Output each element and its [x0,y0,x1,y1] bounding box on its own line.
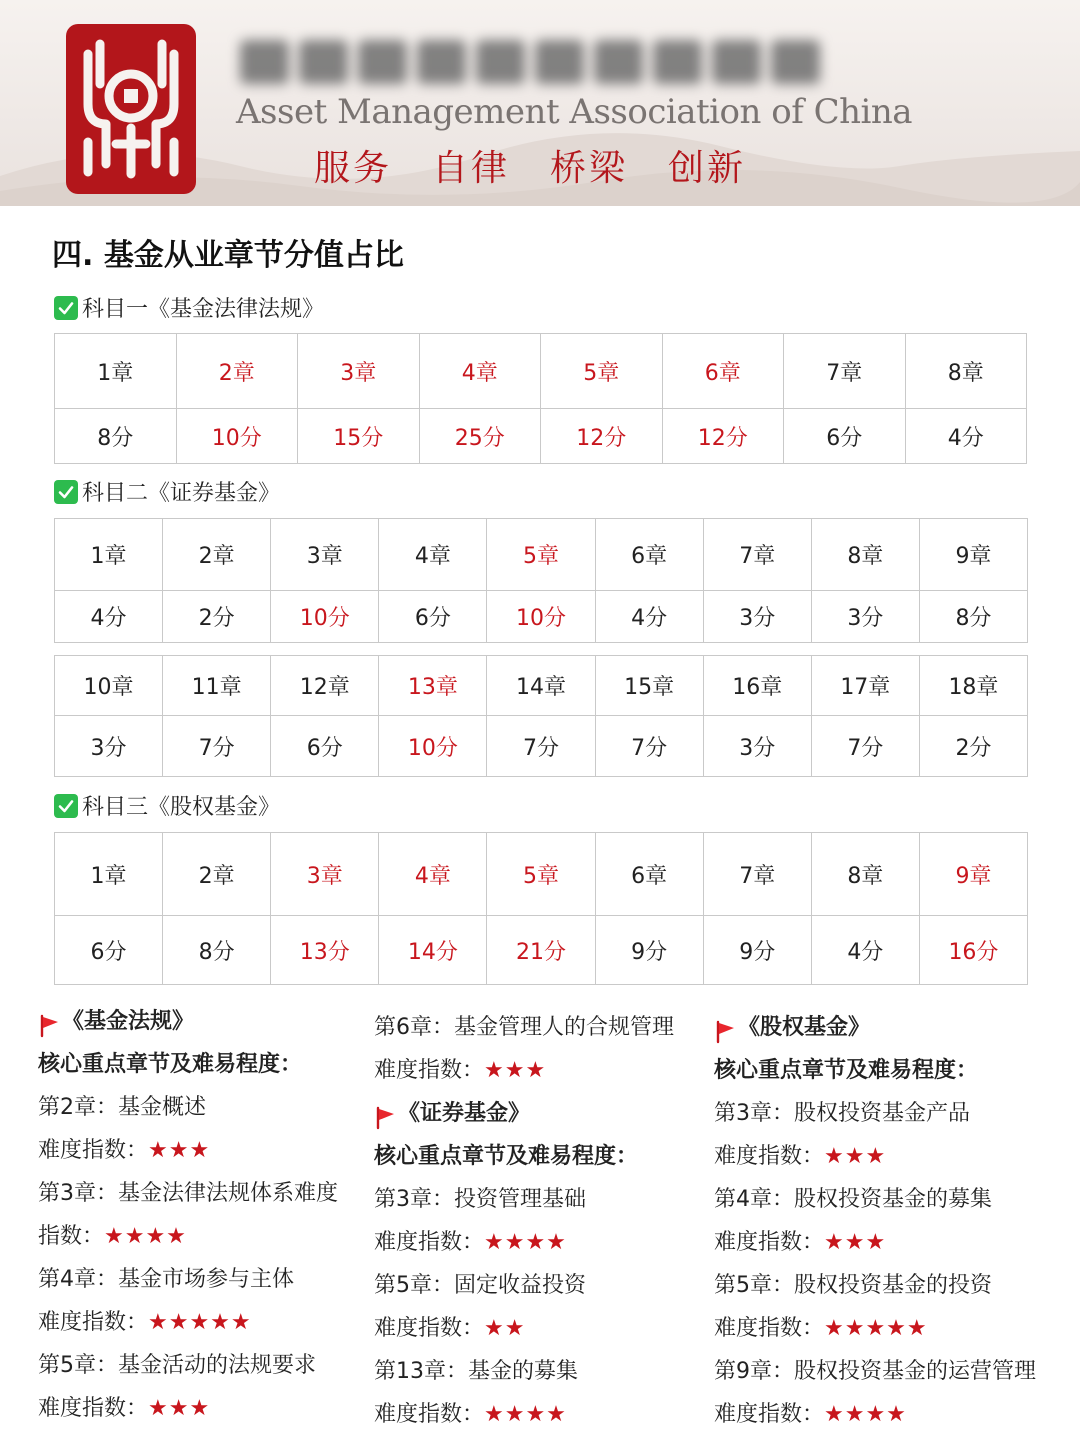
score-cell: 15分 [298,409,420,464]
score-cell: 10分 [379,716,487,777]
chapter-cell: 1章 [55,519,163,591]
subject-heading-text: 科目二《证券基金》 [82,481,281,506]
core-chapters-heading: 核心重点章节及难易程度： [38,1052,303,1077]
subject-2-score-table-part-1 [54,518,1028,643]
score-cell: 8分 [163,916,271,985]
score-row [55,916,1028,985]
chapter-cell: 4章 [379,833,487,916]
chapter-cell: 14章 [487,656,595,716]
difficulty-line [38,1387,338,1430]
subject-heading-text: 科目三《股权基金》 [82,795,281,820]
difficulty-label: 难度指数： [38,1138,149,1163]
chapter-cell: 7章 [784,334,906,409]
difficulty-label: 指数： [38,1224,105,1249]
subject-flag-title [374,1092,674,1135]
org-name-english: Asset Management Association of China [236,92,913,132]
chapter-cell: 16章 [703,656,811,716]
score-cell: 4分 [811,916,919,985]
score-cell: 12分 [541,409,663,464]
difficulty-stars: ★★★★ [824,1402,907,1427]
difficulty-line [374,1393,674,1436]
score-cell: 6分 [271,716,379,777]
subject-1-score-table [54,333,1027,464]
difficulty-stars: ★★★ [824,1230,887,1255]
score-cell: 16分 [919,916,1027,985]
chapter-note: 第3章：股权投资基金产品 [714,1101,970,1126]
difficulty-label: 难度指数： [374,1402,485,1427]
score-row [55,409,1027,464]
score-cell: 14分 [379,916,487,985]
difficulty-line [38,1129,338,1172]
score-cell: 2分 [919,716,1027,777]
chapter-row [55,833,1028,916]
difficulty-line [374,1307,674,1350]
chapter-cell: 10章 [55,656,163,716]
chapter-cell: 2章 [163,519,271,591]
chapter-row [55,334,1027,409]
chapter-note: 第5章：股权投资基金的投资 [714,1273,992,1298]
notes-column-securities-fund [374,1006,674,1436]
score-cell: 7分 [487,716,595,777]
red-flag-icon [38,1010,60,1034]
difficulty-line [374,1049,674,1092]
chapter-cell: 3章 [271,519,379,591]
flag-title-text: 《基金法规》 [62,1009,195,1034]
slogan-word: 桥梁 [550,148,629,189]
chapter-cell: 5章 [487,833,595,916]
check-icon [54,480,78,504]
chapter-note: 第9章：股权投资基金的运营管理 [714,1359,1036,1384]
difficulty-label: 难度指数： [38,1310,149,1335]
difficulty-label: 难度指数： [374,1316,485,1341]
chapter-cell: 9章 [919,519,1027,591]
difficulty-label: 难度指数： [714,1144,825,1169]
subject-2-score-table-part-2 [54,655,1028,777]
chapter-note: 第3章：投资管理基础 [374,1187,586,1212]
difficulty-line [714,1393,1036,1436]
score-cell: 3分 [703,591,811,643]
difficulty-stars: ★★★ [148,1396,211,1421]
difficulty-stars: ★★★ [484,1058,547,1083]
notes-column-fund-law [38,1000,338,1430]
org-name-chinese-blurred [240,40,820,84]
score-cell: 12分 [662,409,784,464]
subject-heading-1 [54,292,324,323]
chapter-cell: 6章 [595,519,703,591]
score-cell: 10分 [176,409,298,464]
chapter-cell: 7章 [703,519,811,591]
difficulty-line [714,1307,1036,1350]
subject-flag-title [38,1000,338,1043]
chapter-row [55,656,1028,716]
score-cell: 4分 [905,409,1027,464]
section-title: 四. 基金从业章节分值占比 [52,238,404,273]
slogan [314,140,746,191]
red-flag-icon [714,1016,736,1040]
difficulty-label: 难度指数： [374,1058,485,1083]
slogan-word: 创新 [668,148,747,189]
chapter-cell: 13章 [379,656,487,716]
chapter-cell: 4章 [419,334,541,409]
chapter-cell: 5章 [541,334,663,409]
score-cell: 3分 [811,591,919,643]
chapter-cell: 8章 [905,334,1027,409]
score-cell: 10分 [271,591,379,643]
difficulty-line [714,1221,1036,1264]
chapter-cell: 8章 [811,833,919,916]
chapter-cell: 9章 [919,833,1027,916]
score-row [55,716,1028,777]
chapter-cell: 4章 [379,519,487,591]
score-row [55,591,1028,643]
chapter-cell: 2章 [163,833,271,916]
chapter-note: 第13章：基金的募集 [374,1359,578,1384]
score-cell: 10分 [487,591,595,643]
chapter-cell: 1章 [55,833,163,916]
difficulty-stars: ★★ [484,1316,526,1341]
chapter-cell: 3章 [298,334,420,409]
chapter-note: 第6章：基金管理人的合规管理 [374,1015,674,1040]
check-icon [54,794,78,818]
difficulty-stars: ★★★★★ [824,1316,928,1341]
chapter-note: 第2章：基金概述 [38,1095,206,1120]
subject-flag-title [714,1006,1036,1049]
score-cell: 9分 [703,916,811,985]
core-chapters-heading: 核心重点章节及难易程度： [714,1058,979,1083]
score-cell: 6分 [55,916,163,985]
core-chapters-heading: 核心重点章节及难易程度： [374,1144,639,1169]
chapter-cell: 6章 [595,833,703,916]
chapter-note: 第4章：股权投资基金的募集 [714,1187,992,1212]
amac-seal-logo [66,24,196,194]
flag-title-text: 《证券基金》 [398,1101,531,1126]
difficulty-line [38,1301,338,1344]
check-icon [54,296,78,320]
chapter-row [55,519,1028,591]
slogan-word: 服务 [314,148,393,189]
score-cell: 7分 [595,716,703,777]
slogan-word: 自律 [432,148,511,189]
difficulty-label: 难度指数： [714,1402,825,1427]
header-banner [0,0,1080,206]
score-cell: 21分 [487,916,595,985]
subject-heading-3 [54,790,280,821]
difficulty-stars: ★★★★ [484,1230,567,1255]
chapter-cell: 18章 [919,656,1027,716]
score-cell: 8分 [55,409,177,464]
chapter-note: 第3章：基金法律法规体系难度 [38,1181,338,1206]
score-cell: 4分 [55,591,163,643]
score-cell: 9分 [595,916,703,985]
difficulty-stars: ★★★ [148,1138,211,1163]
difficulty-label: 难度指数： [714,1230,825,1255]
score-cell: 7分 [163,716,271,777]
difficulty-line [374,1221,674,1264]
score-cell: 8分 [919,591,1027,643]
score-cell: 7分 [811,716,919,777]
difficulty-stars: ★★★★ [104,1224,187,1249]
difficulty-line [38,1215,338,1258]
subject-heading-2 [54,476,280,507]
difficulty-line [714,1135,1036,1178]
chapter-cell: 12章 [271,656,379,716]
subject-3-score-table [54,832,1028,985]
chapter-note: 第5章：基金活动的法规要求 [38,1353,316,1378]
chapter-note: 第5章：固定收益投资 [374,1273,586,1298]
chapter-cell: 11章 [163,656,271,716]
flag-title-text: 《股权基金》 [738,1015,871,1040]
score-cell: 3分 [703,716,811,777]
chapter-cell: 5章 [487,519,595,591]
score-cell: 4分 [595,591,703,643]
score-cell: 6分 [784,409,906,464]
score-cell: 2分 [163,591,271,643]
chapter-cell: 3章 [271,833,379,916]
chapter-cell: 6章 [662,334,784,409]
red-flag-icon [374,1102,396,1126]
notes-column-equity-fund [714,1006,1036,1436]
score-cell: 3分 [55,716,163,777]
chapter-cell: 17章 [811,656,919,716]
difficulty-label: 难度指数： [38,1396,149,1421]
difficulty-stars: ★★★ [824,1144,887,1169]
score-cell: 13分 [271,916,379,985]
subject-heading-text: 科目一《基金法律法规》 [82,297,325,322]
difficulty-stars: ★★★★ [484,1402,567,1427]
score-cell: 25分 [419,409,541,464]
difficulty-label: 难度指数： [374,1230,485,1255]
chapter-cell: 15章 [595,656,703,716]
chapter-cell: 1章 [55,334,177,409]
score-cell: 6分 [379,591,487,643]
chapter-note: 第4章：基金市场参与主体 [38,1267,294,1292]
chapter-cell: 2章 [176,334,298,409]
chapter-cell: 7章 [703,833,811,916]
chapter-cell: 8章 [811,519,919,591]
difficulty-stars: ★★★★★ [148,1310,252,1335]
difficulty-label: 难度指数： [714,1316,825,1341]
